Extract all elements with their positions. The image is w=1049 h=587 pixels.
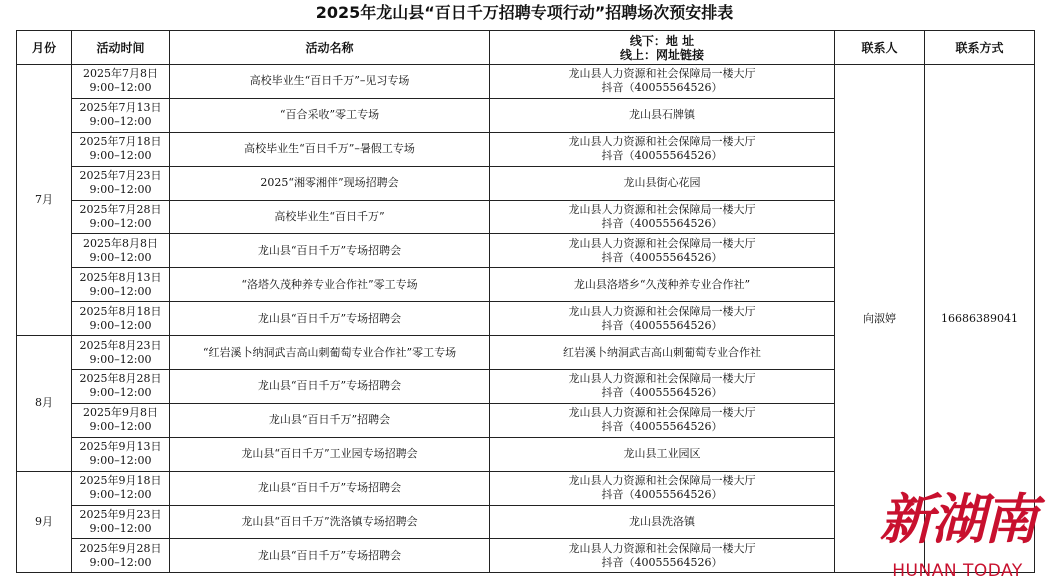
location-cell: 龙山县人力资源和社会保障局一楼大厅 抖音（40055564526） — [490, 132, 835, 166]
logo-sub-text: HUNAN TODAY — [892, 561, 1023, 581]
table-row — [17, 65, 1035, 99]
location-cell: 龙山县洛塔乡“久茂种养专业合作社” — [490, 268, 835, 302]
name-cell: 高校毕业生“百日千万” — [170, 200, 490, 234]
header-name: 活动名称 — [170, 31, 490, 65]
location-cell: 龙山县人力资源和社会保障局一楼大厅 抖音（40055564526） — [490, 370, 835, 404]
time-cell: 2025年8月18日 9:00–12:00 — [72, 302, 170, 336]
name-cell: 龙山县“百日千万”专场招聘会 — [170, 471, 490, 505]
name-cell: 龙山县“百日千万”工业园专场招聘会 — [170, 437, 490, 471]
name-cell: 龙山县“百日千万”招聘会 — [170, 403, 490, 437]
header-time: 活动时间 — [72, 31, 170, 65]
time-cell: 2025年8月8日 9:00–12:00 — [72, 234, 170, 268]
time-cell: 2025年7月8日 9:00–12:00 — [72, 65, 170, 99]
location-cell: 龙山县人力资源和社会保障局一楼大厅 抖音（40055564526） — [490, 65, 835, 99]
name-cell: “百合采收”零工专场 — [170, 98, 490, 132]
header-phone: 联系方式 — [925, 31, 1035, 65]
time-cell: 2025年9月13日 9:00–12:00 — [72, 437, 170, 471]
name-cell: 高校毕业生“百日千万”–见习专场 — [170, 65, 490, 99]
time-cell: 2025年8月28日 9:00–12:00 — [72, 370, 170, 404]
name-cell: 高校毕业生“百日千万”–暑假工专场 — [170, 132, 490, 166]
location-cell: 龙山县街心花园 — [490, 166, 835, 200]
header-month: 月份 — [17, 31, 72, 65]
name-cell: 龙山县“百日千万”专场招聘会 — [170, 539, 490, 573]
time-cell: 2025年8月23日 9:00–12:00 — [72, 336, 170, 370]
name-cell: 龙山县“百日千万”专场招聘会 — [170, 370, 490, 404]
location-cell: 龙山县石牌镇 — [490, 98, 835, 132]
time-cell: 2025年7月18日 9:00–12:00 — [72, 132, 170, 166]
document-title: 2025年龙山县“百日千万招聘专项行动”招聘场次预安排表 — [315, 3, 734, 22]
name-cell: 龙山县“百日千万”专场招聘会 — [170, 234, 490, 268]
month-cell: 8月 — [17, 336, 72, 472]
name-cell: 龙山县“百日千万”专场招聘会 — [170, 302, 490, 336]
month-cell: 9月 — [17, 471, 72, 573]
location-cell: 龙山县人力资源和社会保障局一楼大厅 抖音（40055564526） — [490, 302, 835, 336]
hunan-today-logo — [870, 482, 1045, 587]
name-cell: 2025“湘零湘伴”现场招聘会 — [170, 166, 490, 200]
location-cell: 龙山县人力资源和社会保障局一楼大厅 抖音（40055564526） — [490, 200, 835, 234]
time-cell: 2025年7月23日 9:00–12:00 — [72, 166, 170, 200]
contact-person-cell: 向淑婷 — [835, 65, 925, 573]
time-cell: 2025年7月13日 9:00–12:00 — [72, 98, 170, 132]
header-location: 线下：地 址 线上：网址链接 — [490, 31, 835, 65]
location-cell: 红岩溪卜纳洞武吉高山刺葡萄专业合作社 — [490, 336, 835, 370]
location-cell: 龙山县人力资源和社会保障局一楼大厅 抖音（40055564526） — [490, 234, 835, 268]
header-row — [17, 31, 1035, 65]
location-cell: 龙山县人力资源和社会保障局一楼大厅 抖音（40055564526） — [490, 471, 835, 505]
location-cell: 龙山县工业园区 — [490, 437, 835, 471]
time-cell: 2025年9月28日 9:00–12:00 — [72, 539, 170, 573]
time-cell: 2025年7月28日 9:00–12:00 — [72, 200, 170, 234]
name-cell: 龙山县“百日千万”洗洛镇专场招聘会 — [170, 505, 490, 539]
time-cell: 2025年9月18日 9:00–12:00 — [72, 471, 170, 505]
month-cell: 7月 — [17, 65, 72, 336]
contact-phone-cell: 16686389041 — [925, 65, 1035, 573]
logo-brand-text: 新湖南 — [879, 487, 1036, 551]
header-contact: 联系人 — [835, 31, 925, 65]
location-cell: 龙山县人力资源和社会保障局一楼大厅 抖音（40055564526） — [490, 403, 835, 437]
name-cell: “洛塔久茂种养专业合作社”零工专场 — [170, 268, 490, 302]
location-cell: 龙山县人力资源和社会保障局一楼大厅 抖音（40055564526） — [490, 539, 835, 573]
time-cell: 2025年8月13日 9:00–12:00 — [72, 268, 170, 302]
time-cell: 2025年9月23日 9:00–12:00 — [72, 505, 170, 539]
location-cell: 龙山县洗洛镇 — [490, 505, 835, 539]
name-cell: “红岩溪卜纳洞武吉高山刺葡萄专业合作社”零工专场 — [170, 336, 490, 370]
time-cell: 2025年9月8日 9:00–12:00 — [72, 403, 170, 437]
